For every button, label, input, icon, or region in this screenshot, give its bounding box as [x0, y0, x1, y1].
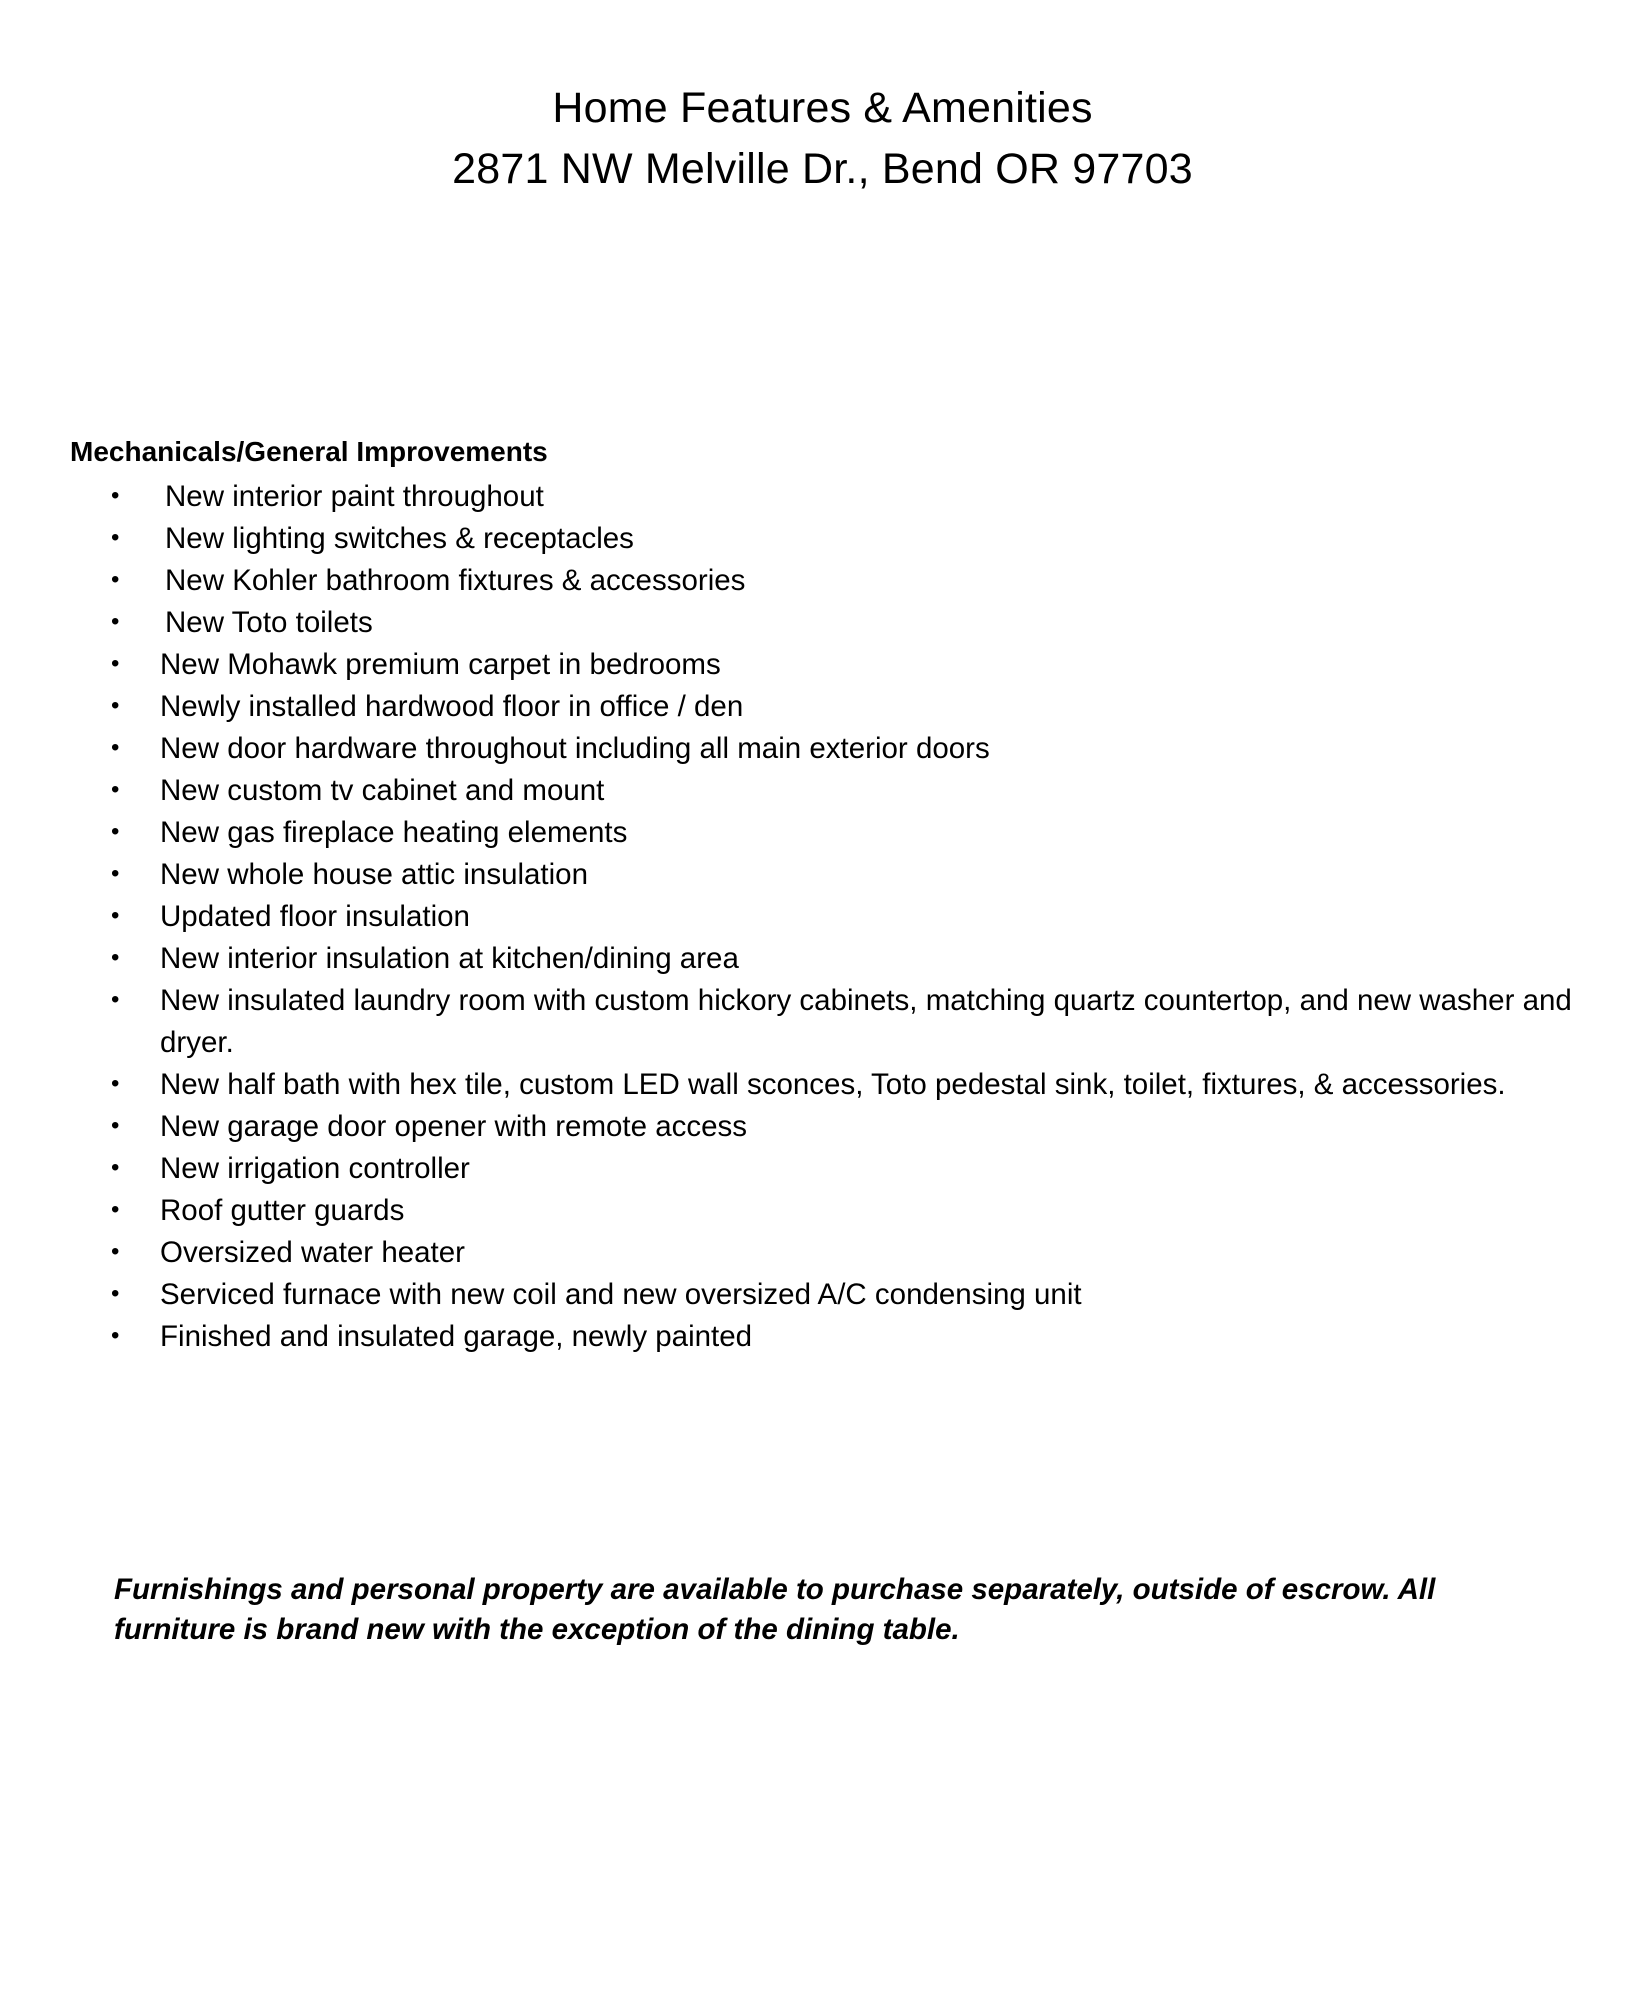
list-item — [70, 560, 1600, 602]
furnishings-note: Furnishings and personal property are available to purchase separately, outside of escrow. All furniture is brand new with the exception of the dining table. — [114, 1573, 1436, 1646]
list-item-text: Oversized water heater — [160, 1236, 465, 1269]
list-item — [70, 518, 1600, 560]
list-item — [70, 770, 1600, 812]
list-item-text: New insulated laundry room with custom hickory cabinets, matching quartz countertop, and new washer and dryer. — [160, 984, 1572, 1059]
list-item-text: New Mohawk premium carpet in bedrooms — [160, 648, 721, 681]
bullet-icon: • — [111, 986, 120, 1013]
list-item — [70, 854, 1600, 896]
list-item-text: Serviced furnace with new coil and new oversized A/C condensing unit — [160, 1278, 1082, 1311]
bullet-icon: • — [111, 860, 120, 887]
bullet-icon: • — [111, 566, 120, 593]
list-item-text: New Toto toilets — [165, 606, 373, 639]
list-item-text: New interior paint throughout — [165, 480, 544, 513]
page-title: Home Features & Amenities — [552, 84, 1093, 132]
list-item-text: New door hardware throughout including all main exterior doors — [160, 732, 990, 765]
list-item — [70, 1148, 1600, 1190]
property-address: 2871 NW Melville Dr., Bend OR 97703 — [452, 145, 1193, 193]
list-item — [70, 812, 1600, 854]
list-item — [70, 1190, 1600, 1232]
list-item-text: Roof gutter guards — [160, 1194, 405, 1227]
list-item-text: New whole house attic insulation — [160, 858, 588, 891]
bullet-icon: • — [111, 482, 120, 509]
bullet-icon: • — [111, 1322, 120, 1349]
list-item — [70, 980, 1600, 1064]
document-header — [0, 78, 1645, 200]
bullet-icon: • — [111, 1280, 120, 1307]
bullet-icon: • — [111, 1196, 120, 1223]
list-item — [70, 476, 1600, 518]
features-list — [70, 476, 1600, 1358]
list-item-text: New interior insulation at kitchen/dining area — [160, 942, 739, 975]
list-item — [70, 1274, 1600, 1316]
bullet-icon: • — [111, 650, 120, 677]
bullet-icon: • — [111, 1154, 120, 1181]
list-item — [70, 602, 1600, 644]
list-item — [70, 686, 1600, 728]
list-item-text: New gas fireplace heating elements — [160, 816, 628, 849]
bullet-icon: • — [111, 1112, 120, 1139]
list-item — [70, 1064, 1600, 1106]
list-item — [70, 896, 1600, 938]
improvements-section — [70, 432, 1600, 1358]
bullet-icon: • — [111, 776, 120, 803]
list-item — [70, 938, 1600, 980]
list-item — [70, 728, 1600, 770]
list-item-text: New custom tv cabinet and mount — [160, 774, 605, 807]
bullet-icon: • — [111, 692, 120, 719]
list-item-text: New irrigation controller — [160, 1152, 470, 1185]
list-item-text: New Kohler bathroom fixtures & accessories — [165, 564, 746, 597]
list-item-text: New garage door opener with remote access — [160, 1110, 748, 1143]
bullet-icon: • — [111, 608, 120, 635]
bullet-icon: • — [111, 734, 120, 761]
list-item — [70, 1106, 1600, 1148]
bullet-icon: • — [111, 902, 120, 929]
list-item — [70, 644, 1600, 686]
list-item-text: Newly installed hardwood floor in office / den — [160, 690, 744, 723]
list-item-text: New half bath with hex tile, custom LED wall sconces, Toto pedestal sink, toilet, fixtures, & accessories. — [160, 1068, 1506, 1101]
section-heading: Mechanicals/General Improvements — [70, 436, 548, 467]
list-item — [70, 1232, 1600, 1274]
bullet-icon: • — [111, 944, 120, 971]
list-item-text: Updated floor insulation — [160, 900, 470, 933]
list-item — [70, 1316, 1600, 1358]
bullet-icon: • — [111, 1070, 120, 1097]
bullet-icon: • — [111, 524, 120, 551]
list-item-text: Finished and insulated garage, newly painted — [160, 1320, 753, 1353]
bullet-icon: • — [111, 818, 120, 845]
list-item-text: New lighting switches & receptacles — [165, 522, 634, 555]
bullet-icon: • — [111, 1238, 120, 1265]
